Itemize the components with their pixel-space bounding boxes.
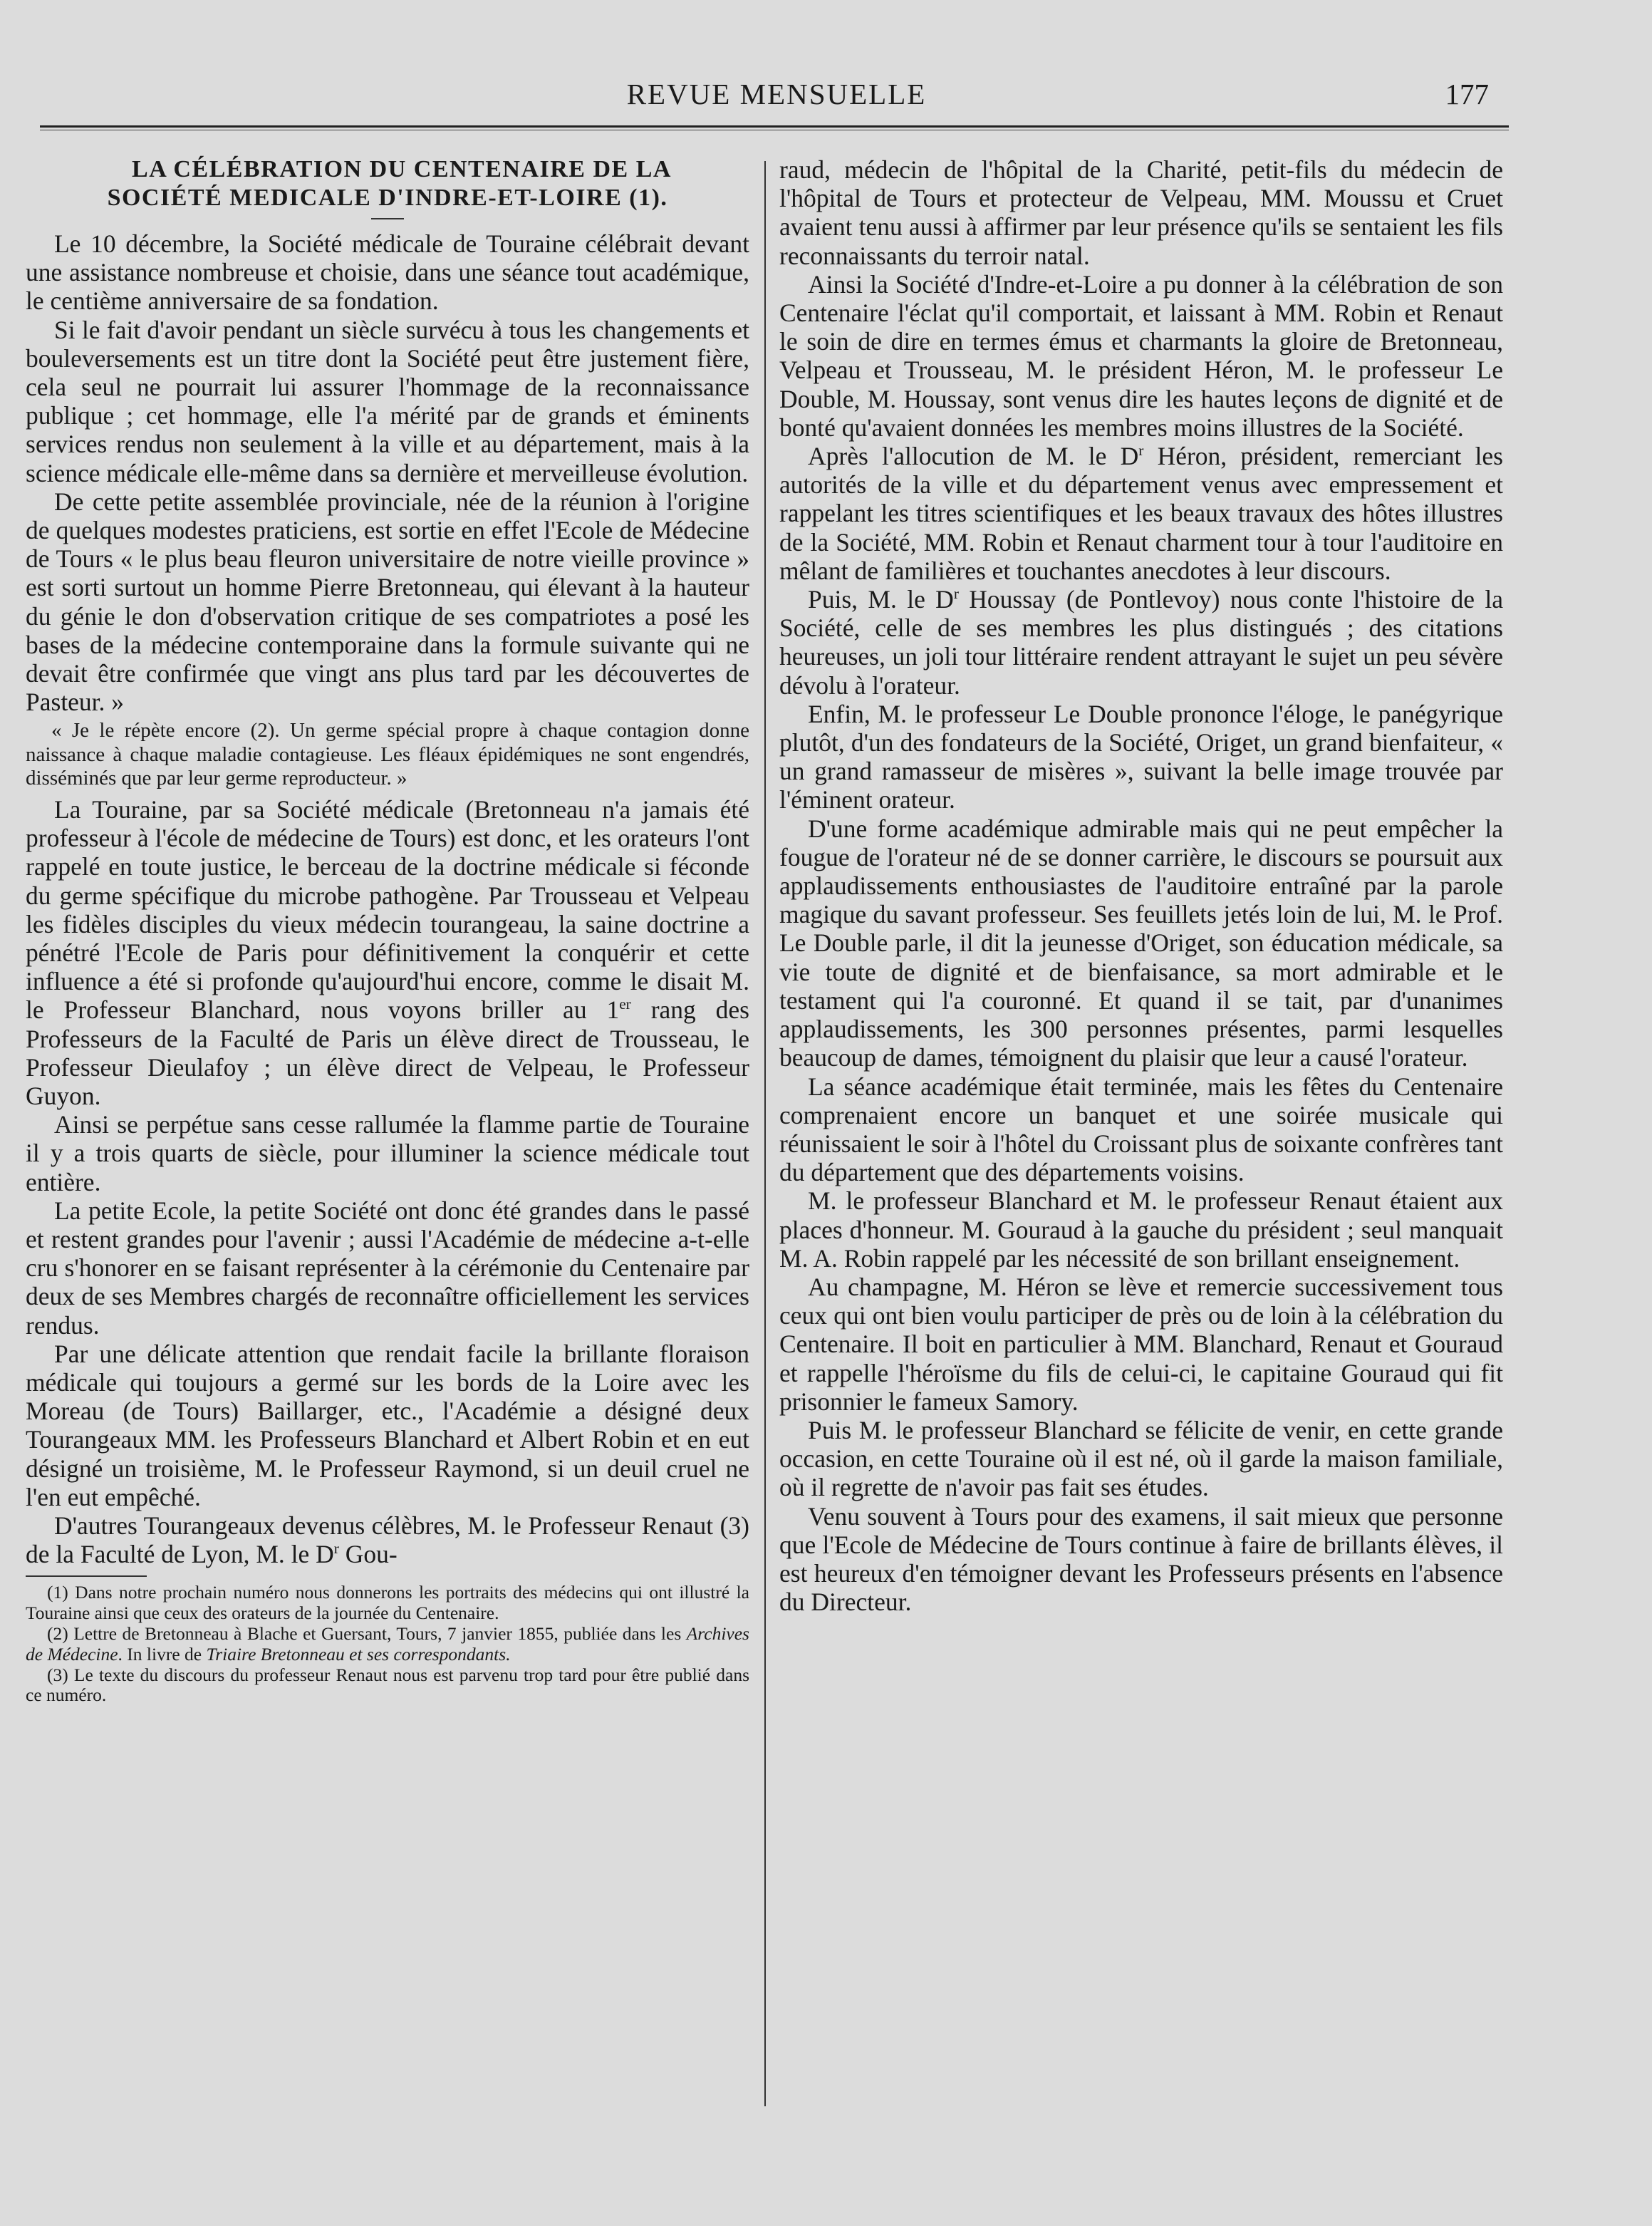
- paragraph: [779, 442, 1503, 585]
- footnote-italic: Triaire Bretonneau et ses correspondants.: [206, 1643, 511, 1665]
- paragraph: La séance académique était terminée, mais les fêtes du Centenaire comprenaient encore un banquet et une soirée musicale qui réunissaient le soir à l'hôtel du Croissant plus de soixante confrères tant du département que des départements voisins.: [779, 1072, 1503, 1187]
- superscript: er: [619, 995, 631, 1013]
- paragraph-text: Gou-: [338, 1540, 398, 1569]
- paragraph: Le 10 décembre, la Société médicale de Touraine célébrait devant une assistance nombreuse et choisie, dans une séance tout académique, le centième anniversaire de sa fondation.: [26, 229, 749, 316]
- footnote-rule: [26, 1575, 147, 1577]
- running-head: [43, 74, 1510, 117]
- left-column: [26, 155, 749, 1706]
- superscript: r: [953, 585, 959, 603]
- paragraph: Au champagne, M. Héron se lève et remercie successivement tous ceux qui ont bien voulu participer de près ou de loin à la célébration du Centenaire. Il boit en particulier à MM. Blanchard, Renaut et Gouraud et rappelle l'héroïsme du fils de celui-ci, le capitaine Gouraud qui fit prisonnier le fameux Samory.: [779, 1272, 1503, 1416]
- paragraph: raud, médecin de l'hôpital de la Charité, petit-fils du médecin de l'hôpital de Tours et protecteur de Velpeau, MM. Moussu et Cruet avaient tenu aussi à affirmer par leur présence qu'ils se sentaient les fils reconnaissants du terroir natal.: [779, 155, 1503, 270]
- footnote-2: [26, 1624, 749, 1665]
- paragraph: Ainsi la Société d'Indre-et-Loire a pu donner à la célébration de son Centenaire l'éclat qu'il comportait, et laissant à MM. Robin et Renaut le soin de dire en termes émus et charmants la gloire de Bretonneau, Velpeau et Trousseau, M. le président Héron, M. le professeur Le Double, M. Houssay, sont venus dire les hautes leçons de dignité et de bonté qu'avaient données les membres moins illustres de la Société.: [779, 269, 1503, 442]
- running-title: REVUE MENSUELLE: [626, 78, 927, 110]
- footnote-text: . In livre de: [118, 1643, 207, 1665]
- bretonneau-quote: « Je le répète encore (2). Un germe spécial propre à chaque contagion donne naissance à chaque maladie contagieuse. Les fléaux épidémiques ne sont engendrés, disséminés que par leur germe reproducteur. »: [26, 719, 749, 790]
- paragraph-text: Après l'allocution de M. le D: [808, 442, 1139, 471]
- paragraph: Ainsi se perpétue sans cesse rallumée la flamme partie de Touraine il y a trois quarts de siècle, pour illuminer la science médicale tout entière.: [26, 1110, 749, 1196]
- superscript: r: [1138, 442, 1144, 460]
- footnote-3: (3) Le texte du discours du professeur Renaut nous est parvenu trop tard pour être publié dans ce numéro.: [26, 1664, 749, 1706]
- footnote-text: (2) Lettre de Bretonneau à Blache et Guersant, Tours, 7 janvier 1855, publiée dans les: [47, 1623, 687, 1645]
- right-column: [779, 155, 1503, 1616]
- title-dash: [371, 218, 404, 219]
- header-rule: [40, 125, 1509, 130]
- paragraph: D'une forme académique admirable mais qui ne peut empêcher la fougue de l'orateur né de se donner carrière, le discours se poursuit aux applaudissements enthousiastes de l'auditoire entraîné par la parole magique du savant professeur. Ses feuillets jetés loin de lui, M. le Prof. Le Double parle, il dit la jeunesse d'Origet, son éducation médicale, sa vie toute de dignité et de bienfaisance, sa mort admirable et le testament qui l'a couronné. Et quand il se tait, par d'unanimes applaudissements, les 300 personnes présentes, parmi lesquelles beaucoup de dames, témoignent du plaisir que leur a causé l'orateur.: [779, 814, 1503, 1072]
- column-rule: [764, 161, 766, 2106]
- paragraph: Puis M. le professeur Blanchard se félicite de venir, en cette grande occasion, en cette Touraine où il est né, où il garde la maison familiale, où il regrette de n'avoir pas fait ses études.: [779, 1415, 1503, 1502]
- article-title-line-1: LA CÉLÉBRATION DU CENTENAIRE DE LA: [132, 156, 672, 182]
- paragraph-text: Puis, M. le D: [808, 585, 954, 614]
- paragraph-text: D'autres Tourangeaux devenus célèbres, M. le Professeur Renaut (3) de la Faculté de Lyon, M. le D: [26, 1511, 749, 1569]
- paragraph-text: Houssay (de Pontlevoy) nous conte l'histoire de la Société, celle de ses membres les plus distingués ; des citations heureuses, un joli tour littéraire rendent attrayant le sujet un peu sévère dévolu à l'orateur.: [779, 585, 1503, 700]
- paragraph-text: rang des Professeurs de la Faculté de Paris un élève direct de Trousseau, le Professeur Dieulafoy ; un élève direct de Velpeau, le Professeur Guyon.: [26, 995, 750, 1110]
- paragraph: De cette petite assemblée provinciale, née de la réunion à l'origine de quelques modestes praticiens, est sortie en effet l'Ecole de Médecine de Tours « le plus beau fleuron universitaire de notre vieille province » est sorti surtout un homme Pierre Bretonneau, qui élevant à la hauteur du génie le don d'observation critique de ses compatriotes a posé les bases de la médecine contemporaine dans la formule suivante qui ne devait être confirmée que vingt ans plus tard par les découvertes de Pasteur. »: [26, 487, 749, 717]
- paragraph-text: La Touraine, par sa Société médicale (Bretonneau n'a jamais été professeur à l'école de médecine de Tours) est donc, et les orateurs l'ont rappelé en toute justice, le berceau de la doctrine médicale si féconde du germe spécifique du microbe pathogène. Par Trousseau et Velpeau les fidèles disciples du vieux médecin tourangeau, la saine doctrine a pénétré l'Ecole de Paris pour définitivement la conquérir et cette influence a été si profonde qu'aujourd'hui encore, comme le disait M. le Professeur Blanchard, nous voyons briller au 1: [26, 794, 749, 1025]
- footnote-1: (1) Dans notre prochain numéro nous donnerons les portraits des médecins qui ont illustré la Touraine ainsi que ceux des orateurs de la journée du Centenaire.: [26, 1582, 749, 1624]
- paragraph: Si le fait d'avoir pendant un siècle survécu à tous les changements et bouleversements est un titre dont la Société peut être justement fière, cela seul ne pourrait lui assurer l'hommage de la reconnaissance publique ; cet hommage, elle l'a mérité par de grands et éminents services rendus non seulement à la ville et au département, mais à la science médicale elle-même dans sa dernière et merveilleuse évolution.: [26, 315, 749, 487]
- paragraph: Enfin, M. le professeur Le Double prononce l'éloge, le panégyrique plutôt, d'un des fondateurs de la Société, Origet, un grand bienfaiteur, « un grand ramasseur de misères », suivant la belle image trouvée par l'éminent orateur.: [779, 699, 1503, 814]
- paragraph: La petite Ecole, la petite Société ont donc été grandes dans le passé et restent grandes pour l'avenir ; aussi l'Académie de médecine a-t-elle cru s'honorer en se faisant représenter à la cérémonie du Centenaire par deux de ses Membres chargés de reconnaître officiellement les services rendus.: [26, 1196, 749, 1340]
- paragraph: [779, 585, 1503, 700]
- paragraph: M. le professeur Blanchard et M. le professeur Renaut étaient aux places d'honneur. M. Gouraud à la gauche du président ; seul manquait M. A. Robin rappelé par les nécessité de son brillant enseignement.: [779, 1186, 1503, 1273]
- paragraph: [26, 1511, 749, 1568]
- paragraph: [26, 795, 749, 1110]
- article-title-line-2: SOCIÉTÉ MEDICALE D'INDRE-ET-LOIRE (1).: [107, 185, 668, 211]
- footnote-italic: Archives de Médecine: [26, 1623, 749, 1665]
- page-number: 177: [1445, 78, 1489, 110]
- paragraph-text: Héron, président, remerciant les autorités de la ville et du département venus avec empressement et rappelant les titres scientifiques et les beaux travaux des hôtes illustres de la Société, MM. Robin et Renaut charment tour à tour l'auditoire en mêlant de familières et touchantes anecdotes à leur discours.: [779, 442, 1503, 585]
- paragraph: Venu souvent à Tours pour des examens, il sait mieux que personne que l'Ecole de Médecine de Tours continue à faire de brillants élèves, il est heureux d'en témoigner devant les Professeurs présents en l'absence du Directeur.: [779, 1501, 1503, 1617]
- article-title: [26, 155, 749, 212]
- superscript: r: [333, 1540, 339, 1558]
- paragraph: Par une délicate attention que rendait facile la brillante floraison médicale qui toujours a germé sur les bords de la Loire avec les Moreau (de Tours) Baillarger, etc., l'Académie a désigné deux Tourangeaux MM. les Professeurs Blanchard et Albert Robin et en eut désigné un troisième, M. le Professeur Raymond, si un deuil cruel ne l'en eut empêché.: [26, 1339, 749, 1511]
